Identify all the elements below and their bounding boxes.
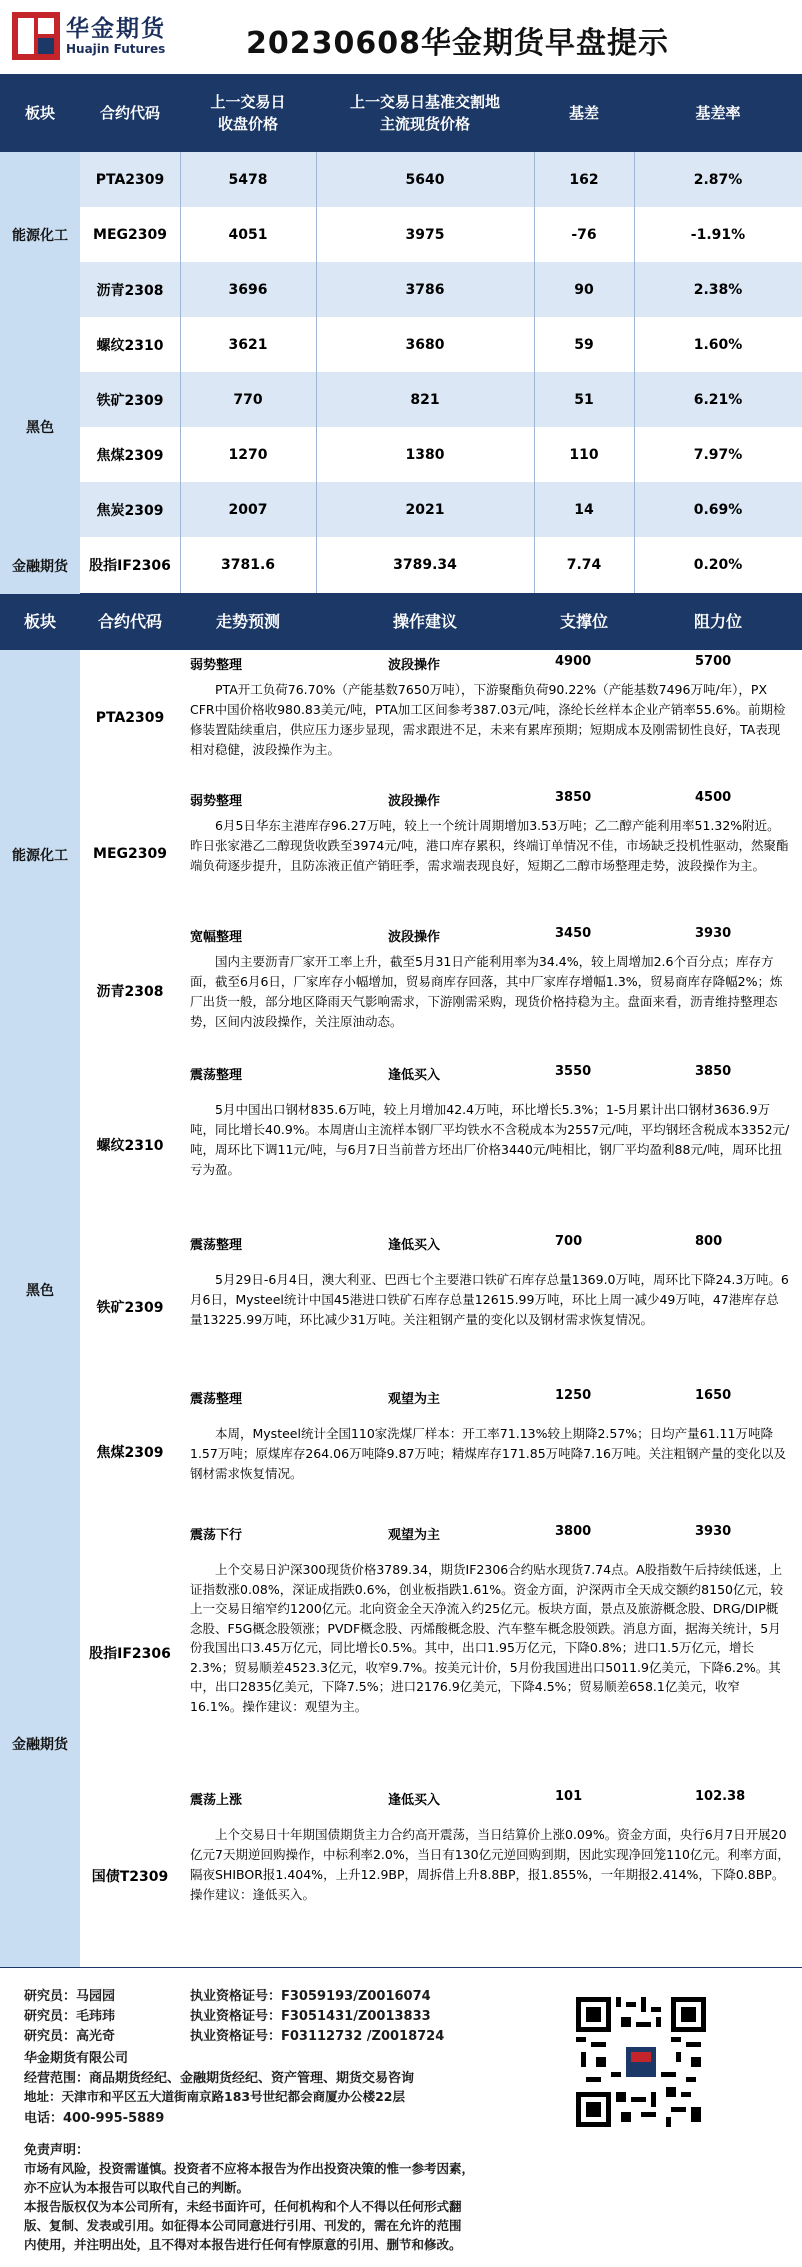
table-row — [80, 537, 802, 594]
disclaimer-title: 免责声明： — [24, 2143, 90, 2158]
th-close-price: 上一交易日 收盘价格 — [210, 92, 286, 133]
table-row — [80, 262, 802, 318]
resistance-level: 3930 — [695, 926, 732, 941]
basis-rate: 0.69% — [693, 501, 743, 518]
contract-code: 焦炭2309 — [96, 502, 164, 519]
company-name: 华金期货有限公司 — [24, 2051, 129, 2066]
block-head — [180, 1230, 802, 1254]
block-head — [180, 1060, 802, 1084]
basis-value: -76 — [571, 226, 597, 243]
basis-rate: 6.21% — [693, 391, 743, 408]
category-ferrous: 黑色 — [0, 1060, 80, 1521]
spot-price: 3786 — [405, 281, 445, 298]
analyst-name: 研究员：马园园 — [24, 1989, 116, 2004]
analysis-text: 国内主要沥青厂家开工率上升，截至5月31日产能利用率为34.4%，较上周增加2.6个百分点；库存方面，截至6月6日，厂家库存小幅增加，贸易商库存回落，其中厂家库存增幅1.3%，贸易商库存降幅2%；炼厂出货一般，部分地区降雨天气影响需求，下游刚需采购，现货价格持稳为主。盘面来看，沥青维持整理态势，区间内波段操作，关注原油动态。 — [190, 954, 783, 1029]
contract-code: PTA2309 — [95, 171, 165, 188]
support-level: 3550 — [555, 1064, 592, 1079]
operation-advice: 逢低买入 — [388, 1238, 441, 1253]
analysis-text: PTA开工负荷76.70%（产能基数7650万吨），下游聚酯负荷90.22%（产能基数7496万吨/年），PX CFR中国价格收980.83美元/吨，PTA加工区间参考387.03元/吨，涤纶长丝样本企业产销率55.6%。前期检修装置陆续重启，供应压力逐步显现，需求跟进不足，未来有累库预期；短期成本及刚需韧性良好，TA表现相对稳健，波段操作为主。 — [190, 682, 786, 757]
basis-value: 162 — [569, 171, 599, 188]
analysis-text: 6月5日华东主港库存96.27万吨，较上一个统计周期增加3.53万吨；乙二醇产能利用率51.32%附近。昨日张家港乙二醇现货收跌至3974元/吨，港口库存累积，终端订单情况不佳，市场缺乏投机性驱动，然聚酯端负荷逐步提升，且防冻液正值产销旺季，需求端表现良好，短期乙二醇市场整理走势，波段操作为主。 — [190, 818, 789, 873]
support-level: 4900 — [555, 654, 592, 669]
analyst-cert: 执业资格证号：F03112732 /Z0018724 — [190, 2029, 445, 2044]
contract-code: 焦煤2309 — [96, 447, 164, 464]
contract-code: 国债T2309 — [80, 1785, 181, 1968]
basis-table-header — [0, 74, 802, 152]
trend-forecast: 震荡上涨 — [190, 1793, 243, 1808]
contract-code: 焦煤2309 — [80, 1384, 181, 1521]
th-basis: 基差 — [568, 103, 599, 122]
close-price: 770 — [233, 391, 263, 408]
table-row — [80, 152, 802, 208]
analysis-block — [180, 786, 802, 923]
table-row — [80, 207, 802, 263]
resistance-level: 1650 — [695, 1388, 732, 1403]
close-price: 3781.6 — [220, 557, 276, 573]
th-support: 支撑位 — [559, 612, 608, 631]
analyst-cert: 执业资格证号：F3051431/Z0013833 — [190, 2009, 431, 2024]
analysis-text: 上个交易日沪深300现货价格3789.34，期货IF2306合约贴水现货7.74点。A股指数午后持续低迷，上证指数涨0.08%，深证成指跌0.6%，创业板指跌1.61%。资金方面，沪深两市全天成交额约8150亿元，较上一交易日缩窄约1200亿元。北向资金全天净流入约25亿元。板块方面，景点及旅游概念股、DRG/DIP概念股、F5G概念股领涨；PVDF概念股、丙烯酸概念股、汽车整车概念股领跌。消息方面，据海关统计，5月份我国出口3.45万亿元，同比增长0.5%。其中，出口1.95万亿元，下降0.8%；进口1.5万亿元，增长2.3%；贸易顺差4523.3亿元，收窄9.7%。按美元计价，5月份我国进出口5011.9亿美元，下降6.2%。其中，出口2835亿美元，下降7.5%；进口2176.9亿美元，下降4.5%；贸易顺差658.1亿美元，收窄16.1%。操作建议：观望为主。 — [190, 1562, 783, 1714]
block-head — [180, 1520, 802, 1544]
close-price: 2007 — [228, 501, 268, 518]
th-contract: 合约代码 — [99, 103, 160, 122]
disclaimer-line: 版、复制、发表或引用。如征得本公司同意进行引用、刊发的，需在允许的范围 — [24, 2218, 462, 2233]
disclaimer-line: 亦不应认为本报告可以取代自己的判断。 — [24, 2180, 250, 2195]
analysis-text: 5月29日-6月4日，澳大利亚、巴西七个主要港口铁矿石库存总量1369.0万吨，周环比下降24.3万吨。6月6日，Mysteel统计中国45港进口铁矿石库存总量12615.99万吨，环比上周一减少49万吨，47港库存总量13225.99万吨，环比减少31万吨。关注粗钢产量的变化以及钢材需求恢复情况。 — [190, 1272, 789, 1327]
basis-value: 51 — [574, 391, 594, 408]
resistance-level: 5700 — [695, 654, 732, 669]
th-sector: 板块 — [23, 612, 56, 631]
trend-forecast: 弱势整理 — [190, 658, 243, 673]
spot-price: 1380 — [405, 446, 445, 463]
resistance-level: 102.38 — [695, 1789, 746, 1804]
basis-value: 90 — [574, 281, 594, 298]
analysis-block — [180, 650, 802, 787]
basis-rate: 2.87% — [693, 171, 743, 188]
logo-text-en: Huajin Futures — [66, 42, 166, 56]
trend-forecast: 震荡整理 — [190, 1238, 243, 1253]
th-resistance: 阻力位 — [693, 612, 742, 631]
spot-price: 3680 — [405, 336, 445, 353]
strategy-table-header — [0, 594, 802, 650]
close-price: 3696 — [228, 281, 268, 298]
th-contract: 合约代码 — [97, 612, 162, 631]
spot-price: 3975 — [405, 226, 445, 243]
analysis-block — [180, 1060, 802, 1231]
th-advice: 操作建议 — [392, 612, 457, 631]
company-address: 地址：天津市和平区五大道街南京路183号世纪都会商厦办公楼22层 — [24, 2089, 405, 2104]
basis-rate: 2.38% — [693, 281, 743, 298]
table-row — [80, 427, 802, 483]
basis-rate: -1.91% — [690, 226, 746, 243]
block-head — [180, 786, 802, 810]
close-price: 3621 — [228, 336, 268, 353]
block-head — [180, 1785, 802, 1809]
huajin-logo-icon — [12, 12, 60, 60]
category-financial: 金融期货 — [0, 1520, 80, 1968]
block-head — [180, 922, 802, 946]
trend-forecast: 弱势整理 — [190, 794, 243, 809]
table-row — [80, 482, 802, 538]
th-sector: 板块 — [24, 103, 55, 122]
analysis-block — [180, 922, 802, 1061]
logo-text-cn: 华金期货 — [66, 16, 166, 42]
analysis-text: 上个交易日十年期国债期货主力合约高开震荡，当日结算价上涨0.09%。资金方面，央行6月7日开展20亿元7天期逆回购操作，中标利率2.0%，当日有130亿元逆回购到期，因此实现净回笼110亿元。利率方面，隔夜SHIBOR报1.404%，上升12.9BP，周拆借上升8.8BP，报1.855%，一年期报2.414%，下降0.8BP。操作建议：逢低买入。 — [190, 1827, 790, 1902]
contract-code: MEG2309 — [93, 226, 167, 243]
basis-value: 59 — [574, 336, 594, 353]
analysis-text: 5月中国出口钢材835.6万吨，较上月增加42.4万吨，环比增长5.3%；1-5月累计出口钢材3636.9万吨，同比增长40.9%。本周唐山主流样本钢厂平均铁水不含税成本为2557元/吨，平均钢坯含税成本3352元/吨，周环比下调11元/吨，与6月7日当前普方坯出厂价格3440元/吨相比，钢厂平均盈利88元/吨，周环比扭亏为盈。 — [190, 1102, 790, 1177]
basis-value: 7.74 — [566, 557, 602, 573]
contract-code: 铁矿2309 — [80, 1230, 181, 1385]
contract-code: MEG2309 — [80, 786, 181, 923]
support-level: 101 — [555, 1789, 583, 1804]
contract-code: 螺纹2310 — [96, 337, 164, 354]
basis-value: 14 — [574, 501, 594, 518]
th-trend: 走势预测 — [215, 612, 280, 631]
contract-code: PTA2309 — [80, 650, 181, 787]
support-level: 3850 — [555, 790, 592, 805]
close-price: 4051 — [228, 226, 268, 243]
spot-price: 5640 — [405, 171, 445, 188]
trend-forecast: 宽幅整理 — [190, 930, 243, 945]
disclaimer-line: 本报告版权仅为本公司所有，未经书面许可，任何机构和个人不得以任何形式翻 — [24, 2199, 462, 2214]
resistance-level: 3850 — [695, 1064, 732, 1079]
spot-price: 2021 — [405, 501, 445, 518]
analysis-block — [180, 1230, 802, 1385]
disclaimer-line: 市场有风险，投资需谨慎。投资者不应将本报告为作出投资决策的惟一参考因素， — [24, 2161, 475, 2176]
contract-code: 沥青2308 — [96, 282, 164, 299]
trend-forecast: 震荡整理 — [190, 1392, 243, 1407]
category-financial: 金融期货 — [0, 537, 80, 595]
qr-code-icon — [576, 1997, 706, 2127]
basis-rate: 0.20% — [693, 557, 743, 573]
close-price: 1270 — [228, 446, 268, 463]
contract-code: 螺纹2310 — [80, 1060, 181, 1231]
analyst-name: 研究员：高光奇 — [24, 2029, 116, 2044]
analysis-block — [180, 1384, 802, 1521]
analyst-cert: 执业资格证号：F3059193/Z0016074 — [190, 1989, 431, 2004]
operation-advice: 逢低买入 — [388, 1068, 441, 1083]
support-level: 3800 — [555, 1524, 592, 1539]
trend-forecast: 震荡整理 — [190, 1068, 243, 1083]
resistance-level: 4500 — [695, 790, 732, 805]
resistance-level: 800 — [695, 1234, 723, 1249]
th-basis-rate: 基差率 — [695, 103, 741, 122]
contract-code: 股指IF2306 — [89, 558, 171, 574]
support-level: 1250 — [555, 1388, 592, 1403]
basis-value: 110 — [569, 446, 599, 463]
support-level: 700 — [555, 1234, 583, 1249]
operation-advice: 观望为主 — [388, 1392, 441, 1407]
category-ferrous: 黑色 — [0, 317, 80, 538]
spot-price: 3789.34 — [393, 557, 457, 573]
basis-rate: 1.60% — [693, 336, 743, 353]
contract-code: 股指IF2306 — [80, 1520, 181, 1786]
report-header — [0, 0, 802, 74]
operation-advice: 波段操作 — [388, 658, 441, 673]
basis-rate: 7.97% — [693, 446, 743, 463]
report-title: 20230608华金期货早盘提示 — [246, 26, 669, 61]
th-spot-price: 上一交易日基准交割地 主流现货价格 — [349, 92, 500, 133]
disclaimer-line: 内使用，并注明出处，且不得对本报告进行任何有悖原意的引用、删节和修改。 — [24, 2237, 462, 2252]
category-energy: 能源化工 — [0, 152, 80, 318]
operation-advice: 逢低买入 — [388, 1793, 441, 1808]
contract-code: 沥青2308 — [80, 922, 181, 1061]
spot-price: 821 — [410, 391, 440, 408]
block-head — [180, 1384, 802, 1408]
table-row — [80, 317, 802, 373]
analysis-text: 本周，Mysteel统计全国110家洗煤厂样本：开工率71.13%较上期降2.57%；日均产量61.11万吨降1.57万吨；原煤库存264.06万吨降9.87万吨；精煤库存171.85万吨降7.16万吨。关注粗钢产量的变化以及钢材需求恢复情况。 — [190, 1426, 786, 1481]
support-level: 3450 — [555, 926, 592, 941]
operation-advice: 波段操作 — [388, 930, 441, 945]
contract-code: 铁矿2309 — [96, 392, 164, 409]
table-row — [80, 372, 802, 428]
close-price: 5478 — [228, 171, 268, 188]
analysis-block — [180, 1520, 802, 1786]
report-footer — [0, 1975, 802, 2267]
category-energy: 能源化工 — [0, 650, 80, 1061]
resistance-level: 3930 — [695, 1524, 732, 1539]
operation-advice: 观望为主 — [388, 1528, 441, 1543]
trend-forecast: 震荡下行 — [190, 1528, 243, 1543]
analysis-block — [180, 1785, 802, 1968]
block-head — [180, 650, 802, 674]
company-phone: 电话：400-995-5889 — [24, 2111, 165, 2126]
business-scope: 经营范围：商品期货经纪、金融期货经纪、资产管理、期货交易咨询 — [24, 2071, 415, 2086]
operation-advice: 波段操作 — [388, 794, 441, 809]
analyst-name: 研究员：毛玮玮 — [24, 2009, 116, 2024]
